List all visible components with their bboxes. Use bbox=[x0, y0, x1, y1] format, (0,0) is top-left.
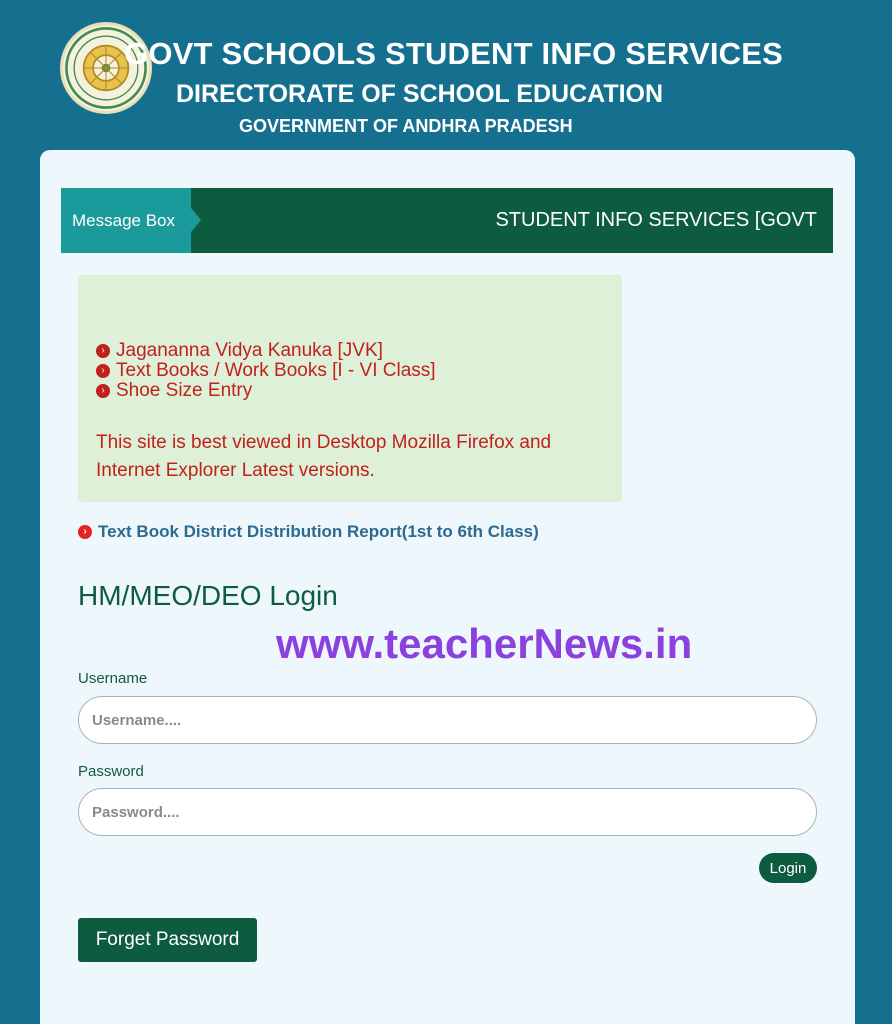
message-bar bbox=[61, 188, 833, 253]
notice-item-text-books[interactable] bbox=[96, 361, 436, 381]
password-input[interactable] bbox=[78, 788, 817, 836]
message-box-arrow-icon bbox=[191, 208, 201, 232]
watermark-text: www.teacherNews.in bbox=[276, 620, 693, 667]
chevron-circle-right-icon: › bbox=[78, 525, 92, 539]
site-title: GOVT SCHOOLS STUDENT INFO SERVICES bbox=[124, 36, 784, 71]
notice-item-shoe-size[interactable] bbox=[96, 381, 436, 401]
chevron-circle-right-icon: › bbox=[96, 344, 110, 358]
distribution-report-link[interactable] bbox=[78, 522, 539, 542]
scrolling-message[interactable]: STUDENT INFO SERVICES [GOVT bbox=[495, 209, 817, 231]
forget-password-button[interactable]: Forget Password bbox=[78, 918, 257, 962]
notice-item-label: Jagananna Vidya Kanuka [JVK] bbox=[116, 340, 383, 361]
message-box-label: Message Box bbox=[61, 188, 191, 253]
notice-list bbox=[96, 341, 436, 401]
username-input[interactable] bbox=[78, 696, 817, 744]
directorate-title: DIRECTORATE OF SCHOOL EDUCATION bbox=[176, 80, 664, 108]
notice-item-label: Text Books / Work Books [I - VI Class] bbox=[116, 360, 436, 381]
government-title: GOVERNMENT OF ANDHRA PRADESH bbox=[239, 116, 573, 136]
login-heading: HM/MEO/DEO Login bbox=[78, 580, 338, 611]
notice-item-jvk[interactable] bbox=[96, 341, 436, 361]
browser-warning: This site is best viewed in Desktop Mozilla Firefox and Internet Explorer Latest versions. bbox=[96, 432, 552, 481]
notice-item-label: Shoe Size Entry bbox=[116, 380, 253, 401]
site-header bbox=[0, 0, 892, 150]
login-button[interactable]: Login bbox=[759, 853, 817, 883]
chevron-circle-right-icon: › bbox=[96, 384, 110, 398]
main-card bbox=[40, 150, 855, 1024]
username-label: Username bbox=[78, 670, 148, 687]
distribution-report-label: Text Book District Distribution Report(1st to 6th Class) bbox=[98, 522, 539, 541]
chevron-circle-right-icon: › bbox=[96, 364, 110, 378]
password-label: Password bbox=[78, 763, 144, 780]
notice-box bbox=[78, 275, 622, 502]
